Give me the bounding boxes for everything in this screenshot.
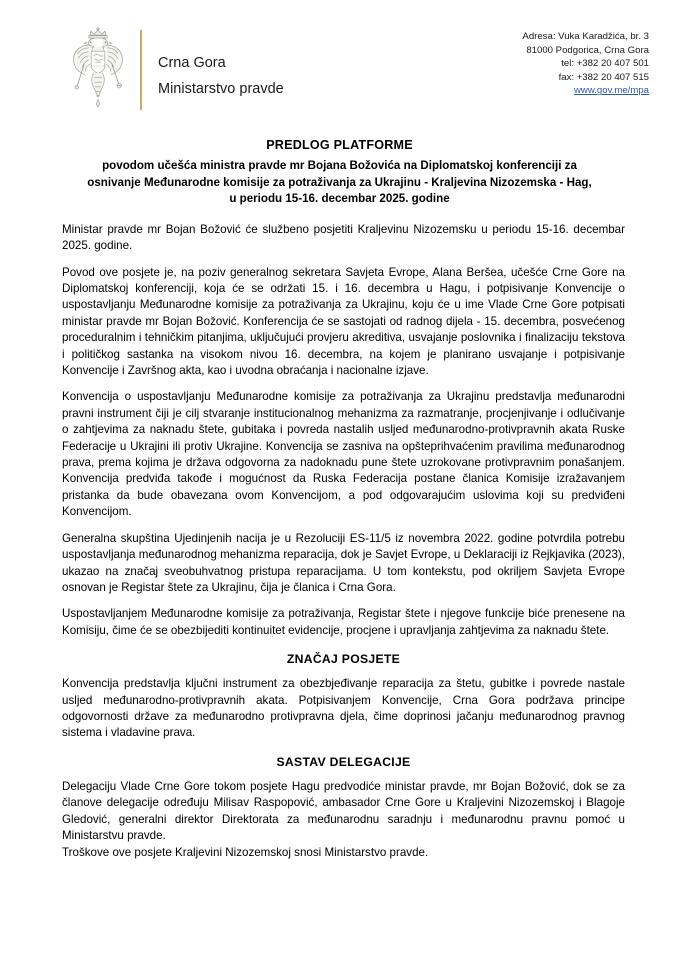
- document-subtitle: [44, 158, 635, 208]
- contact-website-link[interactable]: www.gov.me/mpa: [574, 85, 649, 97]
- page-title: PREDLOG PLATFORME: [266, 138, 413, 152]
- department-name: Ministarstvo pravde: [158, 81, 284, 97]
- brand-divider: [140, 30, 142, 110]
- section-heading-sastav-delegacije: SASTAV DELEGACIJE: [276, 754, 411, 769]
- contact-fax: fax: +382 20 407 515: [558, 71, 649, 83]
- letterhead: [0, 0, 679, 114]
- montenegro-coat-of-arms-icon: [62, 26, 134, 112]
- document-subtitle-line-3: u periodu 15-16. decembar 2025. godine: [229, 192, 450, 206]
- body-paragraph: Troškove ove posjete Kraljevini Nizozemskoj snosi Ministarstvo pravde.: [62, 846, 429, 860]
- section-heading-znacaj-posjete: ZNAČAJ POSJETE: [286, 652, 401, 667]
- body-paragraph: Konvencija o uspostavljanju Međunarodne komisije za potraživanja za Ukrajinu predstavlja međunarodni pravni instrument čiji je cilj stvaranje institucionalnog mehanizma za razmatranje, procjenjivanje i odlučivanje o zahtjevima za naknadu štete, gubitaka i povreda nastalih usljed međunarodno-protivpravnih akata Ruske Federacije u Ukrajini ili protiv Ukrajine. Konvencija se zasniva na opšteprihvaćenim pravilima međunarodnog prava, prema kojima je država odgovorna za nadoknadu pune štete uzrokovane protivpravnim ponašanjem. Konvencija predviđa takođe i mogućnost da Ruska Federacija postane članica Komisije izražavanjem pristanka da bude obavezana ovom Konvencijom, a pod odgovarajućim uslovima koji su predviđeni Konvencijom.: [62, 390, 625, 519]
- body-paragraph: Uspostavljanjem Međunarodne komisije za potraživanja, Registar štete i njegove funkcije biće prenesene na Komisiju, čime će se obezbijediti kontinuitet evidencije, procjene i upravljanja zahtjevima za naknadu štete.: [62, 607, 625, 637]
- body-paragraph: Povod ove posjete je, na poziv generalnog sekretara Savjeta Evrope, Alana Beršea, učešće Crne Gore na Diplomatskoj konferenciji, koja će se održati 15. i 16. decembra u Hagu, i potpisivanje Konvencije o uspostavljanju Međunarodne komisije za potraživanja za Ukrajinu, koju će u ime Vlade Crne Gore potpisati ministar pravde mr Bojan Božović. Konferencija će se sastojati od radnog dijela - 15. decembra, posvećenog proceduralnim i tehničkim pitanjima, uključujući provjeru akreditiva, usvajanje poslovnika i finalizaciju tekstova i političkog sastanka na visokom nivou 16. decembra, na kojem je planirano usvajanje i potpisivanje Konvencije i Završnog akta, kao i uvodna obraćanja i nacionalne izjave.: [62, 265, 625, 378]
- contact-address-line2: 81000 Podgorica, Crna Gora: [526, 44, 649, 56]
- brand-block: [62, 26, 284, 114]
- body-paragraph: Ministar pravde mr Bojan Božović će službeno posjetiti Kraljevinu Nizozemsku u periodu 15-16. decembar 2025. godine.: [62, 222, 625, 253]
- body-paragraph: Generalna skupština Ujedinjenih nacija je u Rezoluciji ES-11/5 iz novembra 2022. godine potvrdila potrebu uspostavljanja međunarodnog mehanizma reparacija, dok je Savjet Evrope, u Deklaraciji iz Rejkjavika (2023), ukazao na značaj sveobuhvatnog pristupa reparacijama. U tom kontekstu, pod okriljem Savjeta Evrope osnovan je Registar štete za Ukrajinu, čija je članica i Crna Gora.: [62, 531, 625, 594]
- body-paragraph: Konvencija predstavlja ključni instrument za obezbjeđivanje reparacija za štetu, gubitke i povrede nastale usljed međunarodno-protivpravnih akata. Potpisivanjem Konvencije, Crna Gora podržava principe odgovornosti države za međunarodno protivpravna djela, čime doprinosi jačanju međunarodnog pravnog sistema i vladavine prava.: [62, 677, 625, 740]
- contact-address-line1: Adresa: Vuka Karadžića, br. 3: [522, 31, 649, 42]
- contact-telephone: tel: +382 20 407 501: [561, 58, 649, 70]
- document-body: [62, 222, 625, 862]
- organization-name: Crna Gora: [158, 55, 226, 71]
- body-paragraph: Delegaciju Vlade Crne Gore tokom posjete Hagu predvodiće ministar pravde, mr Bojan Božović, dok se za članove delegacije određuju Milisav Raspopović, ambasador Crne Gore u Kraljevini Nizozemskoj i Blagoje Gledović, generalni direktor Direktorata za međunarodnu saradnju i međunarodnu pravnu pomoć u Ministarstvu pravde.: [62, 779, 625, 842]
- brand-text: [158, 26, 284, 114]
- document-subtitle-line-2: osnivanje Međunarodne komisije za potraživanja za Ukrajinu - Kraljevina Nizozemska - Hag,: [87, 175, 592, 189]
- document-subtitle-line-1: povodom učešća ministra pravde mr Bojana Božovića na Diplomatskoj konferenciji za: [102, 159, 577, 172]
- contact-block: [522, 26, 649, 98]
- document-title-block: [44, 136, 635, 208]
